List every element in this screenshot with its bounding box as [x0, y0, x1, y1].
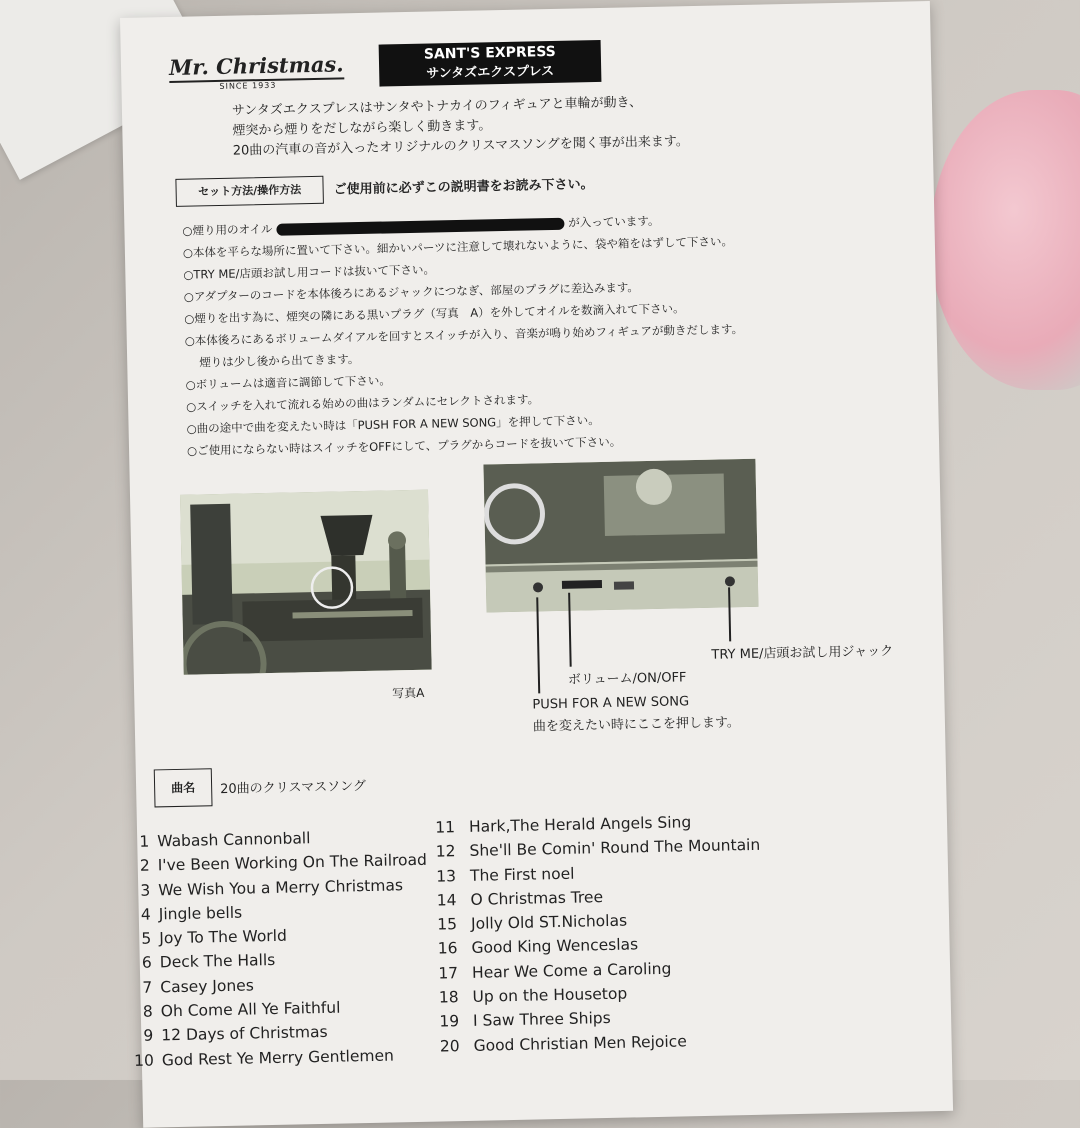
song-item: 4 Jingle bells	[140, 903, 243, 924]
step-line: ○曲の途中で曲を変えたい時は「PUSH FOR A NEW SONG」を押して下さい。	[186, 413, 600, 436]
instruction-sheet	[120, 1, 953, 1128]
song-item: 13 The First noel	[436, 864, 575, 886]
photo-a-caption: 写真A	[392, 685, 425, 701]
song-item: 8 Oh Come All Ye Faithful	[142, 998, 341, 1021]
brand-logo: Mr. Christmas.	[169, 51, 344, 83]
redaction-mark	[276, 217, 564, 235]
step-oil-suffix: が入っています。	[568, 213, 660, 230]
brand-since: SINCE 1933	[219, 80, 277, 91]
push-label: PUSH FOR A NEW SONG	[532, 694, 690, 713]
song-item: 11 Hark,The Herald Angels Sing	[435, 813, 692, 837]
step-line: ○本体後ろにあるボリュームダイアルを回すとスイッチが入り、音楽が鳴り始めフィギュアが動きだします。	[184, 322, 744, 348]
product-title-jp: サンタズエクスプレス	[426, 63, 555, 82]
intro-line: 煙突から煙りをだしながら楽しく動きます。	[232, 118, 492, 139]
push-callout-line	[536, 597, 540, 693]
step-line: ○煙りを出す為に、煙突の隣にある黒いプラグ（写真 A）を外してオイルを数滴入れて下さい。	[184, 301, 685, 326]
song-item: 3 We Wish You a Merry Christmas	[140, 875, 404, 900]
song-item: 7 Casey Jones	[142, 976, 255, 997]
song-item: 10 God Rest Ye Merry Gentlemen	[133, 1046, 395, 1070]
song-item: 19 I Saw Three Ships	[439, 1009, 611, 1031]
volume-label: ボリューム/ON/OFF	[567, 670, 687, 688]
song-list-right	[427, 809, 765, 1059]
song-item: 15 Jolly Old ST.Nicholas	[437, 911, 628, 934]
tryme-label: TRY ME/店頭お試し用ジャック	[711, 643, 894, 663]
song-item: 2 I've Been Working On The Railroad	[139, 851, 428, 876]
song-item: 12 She'll Be Comin' Round The Mountain	[435, 836, 761, 861]
push-sub-label: 曲を変えたい時にここを押します。	[532, 715, 741, 735]
step-oil-prefix: ○煙り用のオイル	[182, 221, 273, 238]
song-item: 14 O Christmas Tree	[436, 887, 604, 910]
song-item: 1 Wabash Cannonball	[139, 829, 311, 851]
back-panel-illustration	[483, 459, 758, 613]
songs-label: 曲名	[154, 768, 213, 807]
step-line: ○ボリュームは適音に調節して下さい。	[185, 373, 391, 392]
song-item: 20 Good Christian Men Rejoice	[439, 1032, 687, 1056]
song-item: 16 Good King Wenceslas	[437, 935, 639, 959]
songs-subtitle: 20曲のクリスマスソング	[220, 779, 367, 798]
product-title-box	[379, 40, 602, 87]
step-line: 煙りは少し後から出てきます。	[199, 352, 360, 370]
intro-line: 20曲の汽車の音が入ったオリジナルのクリスマスソングを聞く事が出来ます。	[232, 134, 689, 159]
song-item: 9 12 Days of Christmas	[143, 1023, 328, 1046]
photo-b-back-panel	[483, 459, 758, 613]
photo-a-locomotive	[180, 490, 432, 675]
pink-cup	[930, 90, 1080, 390]
song-list-left	[123, 824, 431, 1073]
step-line: ○スイッチを入れて流れる始めの曲はランダムにセレクトされます。	[186, 392, 540, 414]
song-item: 17 Hear We Come a Caroling	[438, 959, 672, 983]
song-item: 18 Up on the Housetop	[438, 984, 628, 1007]
step-line: ○アダプターのコードを本体後ろにあるジャックにつなぎ、部屋のプラグに差込みます。	[183, 280, 639, 304]
section-label: セット方法/操作方法	[175, 176, 324, 207]
step-line: ○ご使用にならない時はスイッチをOFFにして、プラグからコードを抜いて下さい。	[186, 434, 622, 458]
read-notice: ご使用前に必ずこの説明書をお読み下さい。	[333, 177, 594, 198]
intro-line: サンタズエクスプレスはサンタやトナカイのフィギュアと車輪が動き、	[231, 95, 643, 119]
intro-text	[232, 92, 689, 162]
song-item: 5 Joy To The World	[141, 926, 288, 948]
step-line: ○TRY ME/店頭お試し用コードは抜いて下さい。	[183, 262, 436, 282]
instruction-steps	[182, 208, 745, 462]
locomotive-illustration	[180, 490, 432, 675]
step-line: ○本体を平らな場所に置いて下さい。細かいパーツに注意して壊れないように、袋や箱をはずして下さい。	[182, 234, 734, 260]
product-title-en: SANT'S EXPRESS	[423, 43, 556, 63]
song-item: 6 Deck The Halls	[141, 951, 276, 973]
